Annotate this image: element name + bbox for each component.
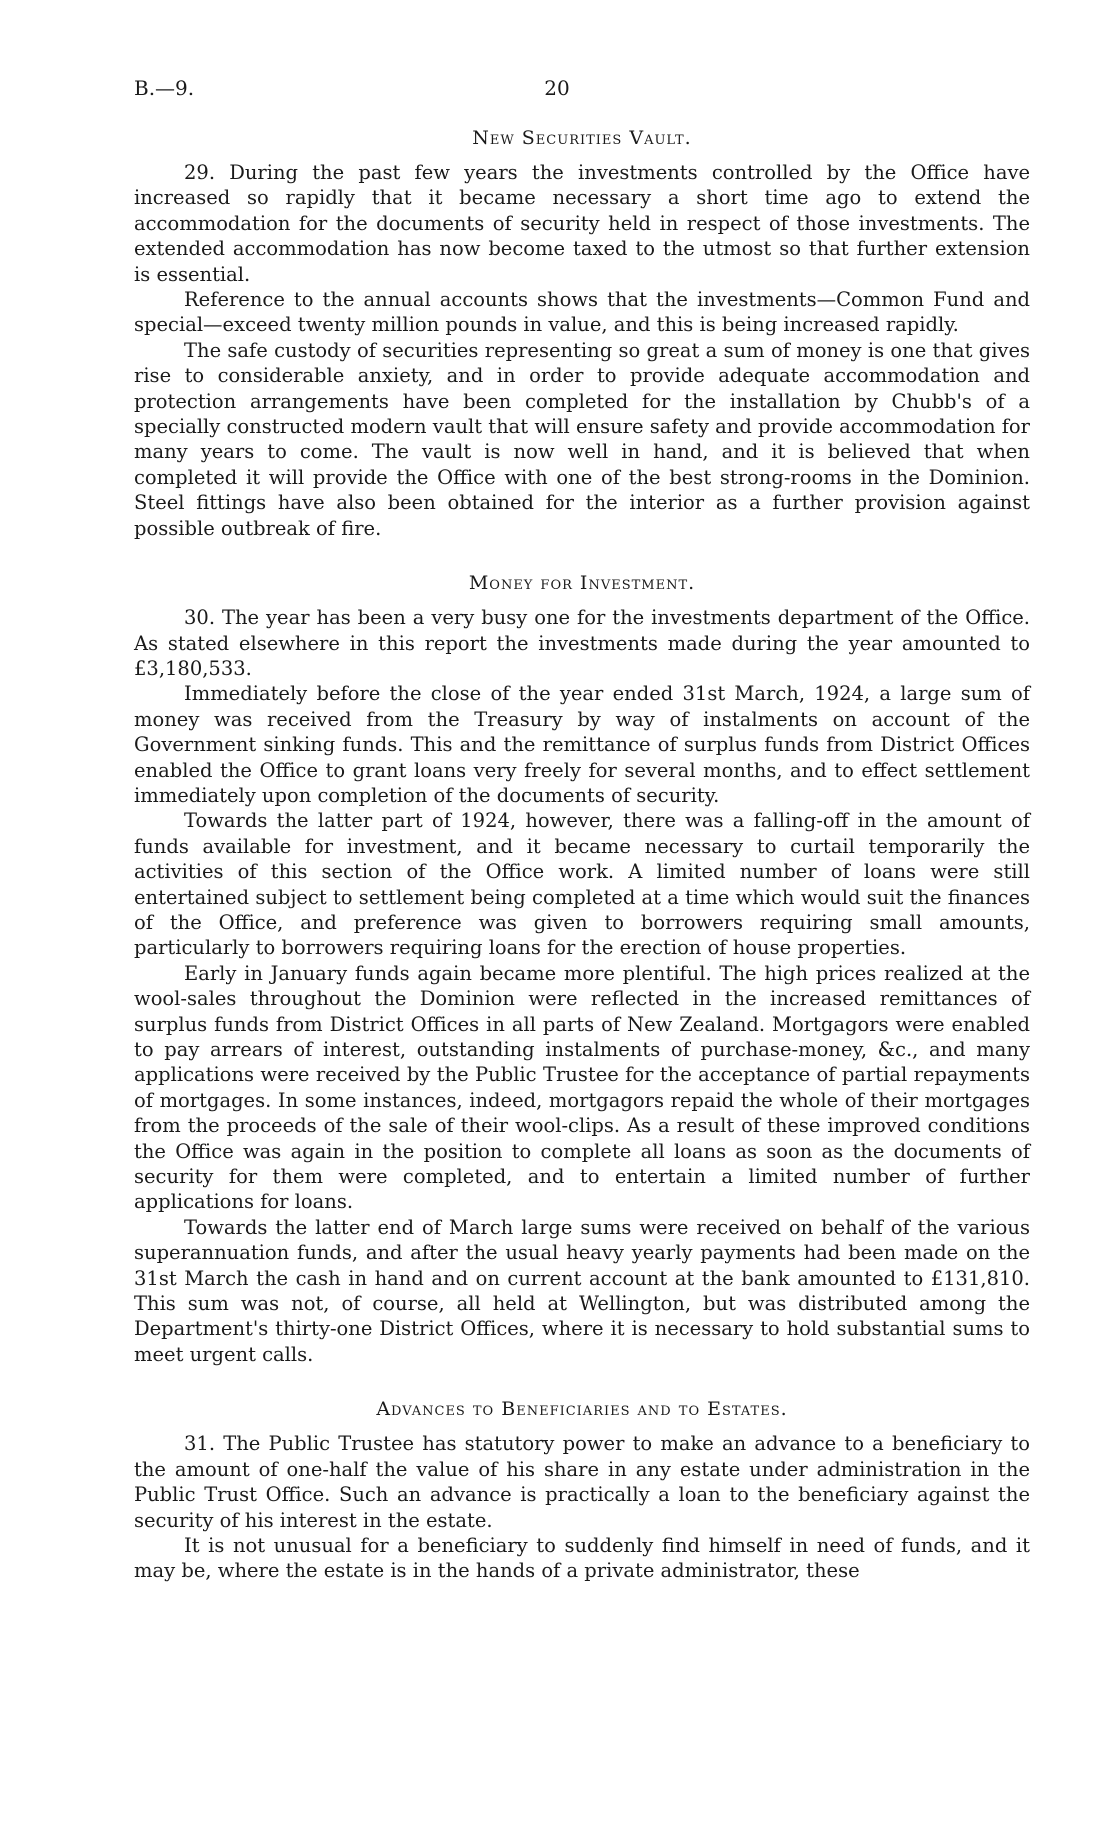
section-heading: Advances to Beneficiaries and to Estates. bbox=[376, 1398, 788, 1421]
paragraph: Towards the latter part of 1924, however, there was a falling-off in the amount of funds available for investment, and it became necessary to curtail temporarily the activities of this section of the Office work. A limited number of loans were still entertained subject to settlement being completed at a time which would suit the finances of the Office, and preference was given to borrowers requiring small amounts, particularly to borrowers requiring loans for the erection of house properties. bbox=[134, 809, 1030, 960]
paragraph: 29. During the past few years the investments controlled by the Office have increased so rapidly that it became necessary a short time ago to extend the accommodation for the documents of security held in respect of those investments. The extended accommodation has now become taxed to the utmost so that further extension is essential. bbox=[134, 161, 1030, 286]
section-money-for-investment bbox=[134, 571, 1030, 1367]
paragraph: Towards the latter end of March large sums were received on behalf of the various superannuation funds, and after the usual heavy yearly payments had been made on the 31st March the cash in hand and on current account at the bank amounted to £131,810. This sum was not, of course, all held at Wellington, but was distributed among the Department's thirty-one District Offices, where it is necessary to hold substantial sums to meet urgent calls. bbox=[134, 1215, 1030, 1366]
page-header bbox=[134, 76, 980, 106]
paragraph: 31. The Public Trustee has statutory power to make an advance to a beneficiary to the amount of one-half the value of his share in any estate under administration in the Public Trust Office. Such an advance is practically a loan to the beneficiary against the security of his interest in the estate. bbox=[134, 1432, 1030, 1532]
document-code: B.—9. bbox=[134, 76, 195, 100]
section-heading: Money for Investment. bbox=[468, 572, 696, 595]
paragraph: The safe custody of securities representing so great a sum of money is one that gives rise to considerable anxiety, and in order to provide adequate accommodation and protection arrangements have been completed for the installation by Chubb's of a specially constructed modern vault that will ensure safety and provide accommodation for many years to come. The vault is now well in hand, and it is believed that when completed it will provide the Office with one of the best strong-rooms in the Dominion. Steel fittings have also been obtained for the interior as a further provision against possible outbreak of fire. bbox=[134, 338, 1030, 540]
page-number: 20 bbox=[544, 76, 570, 100]
paragraph: Early in January funds again became more plentiful. The high prices realized at the wool-sales throughout the Dominion were reflected in the increased remittances of surplus funds from District Offices in all parts of New Zealand. Mortgagors were enabled to pay arrears of interest, outstanding instalments of purchase-money, &c., and many applications were received by the Public Trustee for the acceptance of partial repayments of mortgages. In some instances, indeed, mortgagors repaid the whole of their mortgages from the proceeds of the sale of their wool-clips. As a result of these improved conditions the Office was again in the position to complete all loans as soon as the documents of security for them were completed, and to entertain a limited number of further applications for loans. bbox=[134, 961, 1030, 1214]
section-advances-to-beneficiaries bbox=[134, 1397, 1030, 1583]
section-new-securities-vault bbox=[134, 126, 1030, 541]
paragraph: Reference to the annual accounts shows that the investments—Common Fund and special—exceed twenty million pounds in value, and this is being increased rapidly. bbox=[134, 288, 1030, 337]
paragraph: 30. The year has been a very busy one for the investments department of the Office. As stated elsewhere in this report the investments made during the year amounted to £3,180,533. bbox=[134, 606, 1030, 680]
paragraph: Immediately before the close of the year ended 31st March, 1924, a large sum of money was received from the Treasury by way of instalments on account of the Government sinking funds. This and the remittance of surplus funds from District Offices enabled the Office to grant loans very freely for several months, and to effect settlement immediately upon completion of the documents of security. bbox=[134, 682, 1030, 807]
document-body bbox=[134, 126, 1030, 1584]
paragraph: It is not unusual for a beneficiary to suddenly find himself in need of funds, and it may be, where the estate is in the hands of a private administrator, these bbox=[134, 1533, 1030, 1583]
section-heading: New Securities Vault. bbox=[472, 127, 692, 149]
